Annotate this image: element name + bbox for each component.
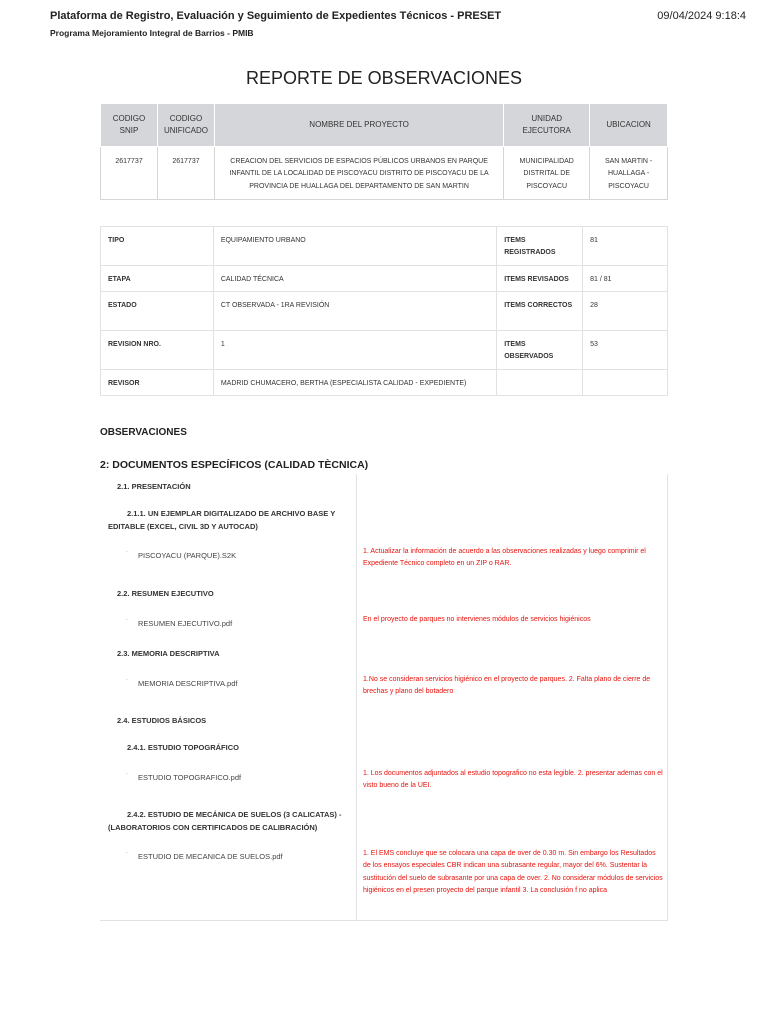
file-item[interactable] xyxy=(126,773,241,782)
header-codigo-snip: CODIGO SNIP xyxy=(101,104,158,147)
file-item[interactable] xyxy=(126,679,237,688)
info-row xyxy=(101,292,668,331)
info-table xyxy=(100,226,668,396)
tipo-value: EQUIPAMIENTO URBANO xyxy=(213,227,496,266)
section-mecanica-suelos: 2.4.2. ESTUDIO DE MECÁNICA DE SUELOS (3 CALICATAS) - (LABORATORIOS CON CERTIFICADOS DE CALIBRACIÓN) xyxy=(108,810,342,833)
section-estudio-topografico: 2.4.1. ESTUDIO TOPOGRÁFICO xyxy=(127,743,239,752)
items-revisados-label: ITEMS REVISADOS xyxy=(497,266,583,292)
file-name: ESTUDIO TOPOGRAFICO.pdf xyxy=(138,773,242,782)
project-table xyxy=(100,103,668,200)
cell-codigo-unificado: 2617737 xyxy=(158,147,215,200)
report-title: REPORTE DE OBSERVACIONES xyxy=(245,68,523,88)
file-name: PISCOYACU (PARQUE).S2K xyxy=(138,551,237,560)
info-row xyxy=(101,266,668,292)
items-correctos-value: 28 xyxy=(583,292,668,331)
cell-codigo-snip: 2617737 xyxy=(101,147,158,200)
platform-title: Plataforma de Registro, Evaluación y Seguimiento de Expedientes Técnicos - PRESET xyxy=(50,10,502,22)
column-divider xyxy=(667,474,668,920)
header-ubicacion: UBICACION xyxy=(590,104,668,147)
observation-comment: 1. Los documentos adjuntados al estudio topografico no esta legible. 2. presentar ademas con el visto bueno de la UEI. xyxy=(363,770,663,790)
header-unidad-ejecutora: UNIDAD EJECUTORA xyxy=(504,104,590,147)
items-registrados-label: ITEMS REGISTRADOS xyxy=(497,227,583,266)
table-row xyxy=(101,147,668,200)
section-presentacion: 2.1. PRESENTACIÓN xyxy=(117,482,191,491)
print-datetime: 09/04/2024 9:18:4 xyxy=(657,10,746,22)
cell-nombre-proyecto: CREACION DEL SERVICIOS DE ESPACIOS PÚBLICOS URBANOS EN PARQUE INFANTIL DE LA LOCALIDAD DE PISCOYACU DISTRITO DE PISCOYACU DE LA PROVINCIA DE HUALLAGA DEL DEPARTAMENTO DE SAN MARTIN xyxy=(215,147,504,200)
bullet-icon: · xyxy=(126,850,128,856)
items-observados-value: 53 xyxy=(583,331,668,370)
empty-cell xyxy=(497,370,583,396)
program-subtitle: Programa Mejoramiento Integral de Barrios - PMIB xyxy=(50,28,254,38)
bullet-icon: · xyxy=(126,771,128,777)
info-row xyxy=(101,227,668,266)
observation-comment: En el proyecto de parques no intervienes módulos de servicios higiénicos xyxy=(363,616,591,623)
column-divider xyxy=(356,474,357,920)
observation-comment: 1.No se consideran servicios higiénico en el proyecto de parques. 2. Falta plano de cierre de brechas y plano del botadero xyxy=(363,676,651,696)
etapa-value: CALIDAD TÉCNICA xyxy=(213,266,496,292)
file-name: ESTUDIO DE MECANICA DE SUELOS.pdf xyxy=(138,852,283,861)
items-registrados-value: 81 xyxy=(583,227,668,266)
observation-comment: 1. Actualizar la información de acuerdo a las observaciones realizadas y luego comprimir el Expediente Técnico completo en un ZIP o RAR. xyxy=(363,548,646,568)
cell-ubicacion: SAN MARTIN - HUALLAGA - PISCOYACU xyxy=(590,147,668,200)
header-codigo-unificado: CODIGO UNIFICADO xyxy=(158,104,215,147)
cell-unidad-ejecutora: MUNICIPALIDAD DISTRITAL DE PISCOYACU xyxy=(504,147,590,200)
estado-label: ESTADO xyxy=(101,292,214,331)
tipo-label: TIPO xyxy=(101,227,214,266)
revision-label: REVISION NRO. xyxy=(101,331,214,370)
items-observados-label: ITEMS OBSERVADOS xyxy=(497,331,583,370)
file-item[interactable] xyxy=(126,852,283,861)
observaciones-title: OBSERVACIONES xyxy=(100,427,187,438)
revisor-label: REVISOR xyxy=(101,370,214,396)
items-revisados-value: 81 / 81 xyxy=(583,266,668,292)
info-row xyxy=(101,331,668,370)
project-table-header xyxy=(101,104,668,147)
revision-value: 1 xyxy=(213,331,496,370)
file-name: MEMORIA DESCRIPTIVA.pdf xyxy=(138,679,238,688)
file-name: RESUMEN EJECUTIVO.pdf xyxy=(138,619,233,628)
bullet-icon: · xyxy=(126,617,128,623)
info-row xyxy=(101,370,668,396)
empty-cell xyxy=(583,370,668,396)
items-correctos-label: ITEMS CORRECTOS xyxy=(497,292,583,331)
header-nombre-proyecto: NOMBRE DEL PROYECTO xyxy=(215,104,504,147)
section-resumen-ejecutivo: 2.2. RESUMEN EJECUTIVO xyxy=(117,589,214,598)
observations-table xyxy=(100,474,668,921)
section-memoria-descriptiva: 2.3. MEMORIA DESCRIPTIVA xyxy=(117,649,220,658)
etapa-label: ETAPA xyxy=(101,266,214,292)
bullet-icon: · xyxy=(126,549,128,555)
file-item[interactable] xyxy=(126,619,232,628)
estado-value: CT OBSERVADA - 1RA REVISIÓN xyxy=(213,292,496,331)
bullet-icon: · xyxy=(126,677,128,683)
section-title: 2: DOCUMENTOS ESPECÍFICOS (CALIDAD TÈCNICA) xyxy=(100,459,369,471)
observation-comment: 1. El EMS concluye que se colocara una capa de over de 0.30 m. Sin embargo los Resultados de los ensayos especiales CBR indican una subrasante regular, mayor del 6%. Sustentar la sustitución del suelo de subrasante por una capa de over. 2. No considerar módulos de servicios higiénicos en el presen proyecto del parque infantil 3. La conclusión f no aplica xyxy=(363,850,663,895)
section-estudios-basicos: 2.4. ESTUDIOS BÁSICOS xyxy=(117,716,207,725)
section-ejemplar-digitalizado: 2.1.1. UN EJEMPLAR DIGITALIZADO DE ARCHIVO BASE Y EDITABLE (EXCEL, CIVIL 3D Y AUTOCAD) xyxy=(108,509,336,532)
revisor-value: MADRID CHUMACERO, BERTHA (ESPECIALISTA CALIDAD - EXPEDIENTE) xyxy=(213,370,496,396)
file-item[interactable] xyxy=(126,551,236,560)
